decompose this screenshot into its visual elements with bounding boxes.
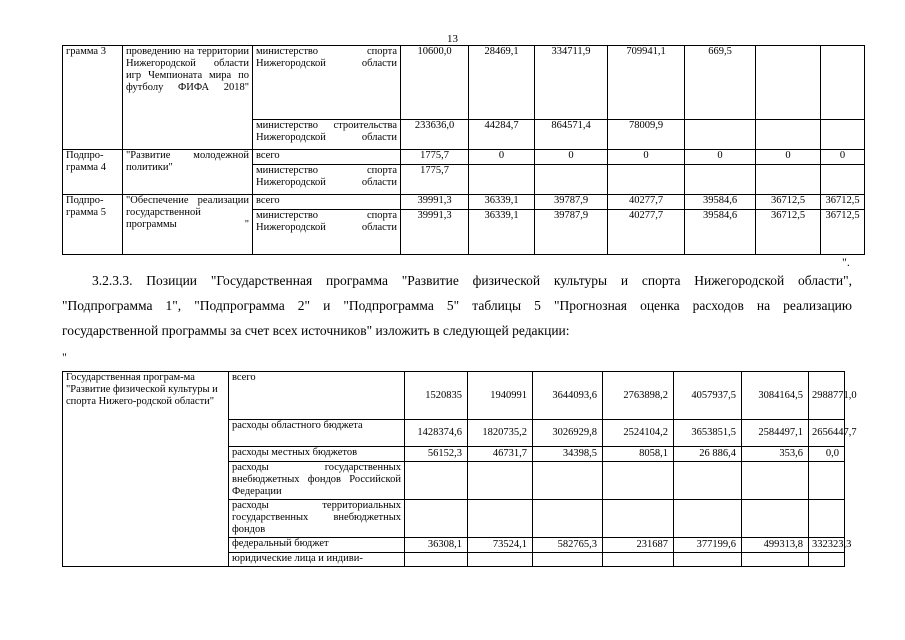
source-cell: расходы местных бюджетов	[229, 447, 405, 462]
expenses-table-continued	[62, 45, 865, 255]
value-cell: 0	[469, 150, 535, 165]
value-cell: 353,6	[742, 447, 809, 462]
value-cell	[809, 462, 845, 500]
value-cell: 39584,6	[685, 195, 756, 210]
value-cell: 39991,3	[401, 195, 469, 210]
table-row	[63, 150, 865, 165]
value-cell	[533, 553, 603, 567]
value-cell: 40277,7	[608, 210, 685, 255]
value-cell: 56152,3	[405, 447, 468, 462]
value-cell: 669,5	[685, 46, 756, 120]
table-row	[63, 46, 865, 120]
value-cell: 34398,5	[533, 447, 603, 462]
value-cell: 0,0	[809, 447, 845, 462]
source-cell: федеральный бюджет	[229, 538, 405, 553]
value-cell	[674, 462, 742, 500]
source-cell: расходы территориальных государственных внебюджетных фондов	[229, 500, 405, 538]
value-cell	[603, 462, 674, 500]
source-cell: министерство спорта Нижегородской области	[253, 165, 401, 195]
value-cell: 36712,5	[821, 195, 865, 210]
value-cell	[468, 553, 533, 567]
value-cell: 39787,9	[535, 195, 608, 210]
value-cell	[405, 462, 468, 500]
value-cell: 0	[608, 150, 685, 165]
closing-quote: ".	[842, 255, 850, 269]
expenses-table-new-edition	[62, 371, 857, 567]
value-cell: 332323,3	[809, 538, 845, 553]
value-cell: 36712,5	[821, 210, 865, 255]
value-cell	[533, 500, 603, 538]
source-cell: всего	[229, 372, 405, 420]
value-cell: 2584497,1	[742, 420, 809, 447]
value-cell	[742, 462, 809, 500]
value-cell	[468, 462, 533, 500]
value-cell: 0	[535, 150, 608, 165]
table-row	[63, 195, 865, 210]
value-cell: 10600,0	[401, 46, 469, 120]
value-cell	[608, 165, 685, 195]
value-cell: 28469,1	[469, 46, 535, 120]
value-cell	[756, 165, 821, 195]
value-cell	[742, 500, 809, 538]
value-cell: 36339,1	[469, 210, 535, 255]
value-cell	[821, 165, 865, 195]
value-cell: 8058,1	[603, 447, 674, 462]
value-cell	[468, 500, 533, 538]
value-cell: 78009,9	[608, 120, 685, 150]
value-cell: 1428374,6	[405, 420, 468, 447]
value-cell	[405, 553, 468, 567]
value-cell: 2763898,2	[603, 372, 674, 420]
value-cell	[603, 553, 674, 567]
paragraph-line: "Подпрограмма 1", "Подпрограмма 2" и "Подпрограмма 5" таблицы 5 "Прогнозная оценка расходов на реализацию	[62, 298, 852, 313]
value-cell: 36712,5	[756, 210, 821, 255]
value-cell: 44284,7	[469, 120, 535, 150]
value-cell: 233636,0	[401, 120, 469, 150]
value-cell: 1520835	[405, 372, 468, 420]
value-cell: 39787,9	[535, 210, 608, 255]
value-cell: 1940991	[468, 372, 533, 420]
program-cell: Подпро-грамма 4	[63, 150, 123, 195]
value-cell: 3084164,5	[742, 372, 809, 420]
opening-quote: "	[62, 350, 67, 364]
value-cell	[533, 462, 603, 500]
value-cell: 582765,3	[533, 538, 603, 553]
value-cell: 3644093,6	[533, 372, 603, 420]
value-cell	[535, 165, 608, 195]
event-cell: проведению на территории Нижегородской области игр Чемпионата мира по футболу ФИФА 2018"	[123, 46, 253, 150]
value-cell	[405, 500, 468, 538]
value-cell	[756, 46, 821, 120]
value-cell	[674, 553, 742, 567]
value-cell: 709941,1	[608, 46, 685, 120]
value-cell: 26 886,4	[674, 447, 742, 462]
value-cell	[685, 120, 756, 150]
value-cell: 39991,3	[401, 210, 469, 255]
source-cell: всего	[253, 150, 401, 165]
value-cell: 334711,9	[535, 46, 608, 120]
value-cell: 2524104,2	[603, 420, 674, 447]
value-cell: 4057937,5	[674, 372, 742, 420]
value-cell: 499313,8	[742, 538, 809, 553]
value-cell: 3026929,8	[533, 420, 603, 447]
source-cell: юридические лица и индиви-	[229, 553, 405, 567]
value-cell: 1820735,2	[468, 420, 533, 447]
value-cell: 46731,7	[468, 447, 533, 462]
value-cell	[674, 500, 742, 538]
event-cell: "Развитие молодежной политики"	[123, 150, 253, 195]
value-cell: 231687	[603, 538, 674, 553]
value-cell	[809, 553, 845, 567]
value-cell: 2656447,7	[809, 420, 845, 447]
value-cell: 36339,1	[469, 195, 535, 210]
value-cell	[469, 165, 535, 195]
page-number: 13	[447, 33, 458, 45]
value-cell	[603, 500, 674, 538]
value-cell: 39584,6	[685, 210, 756, 255]
value-cell: 864571,4	[535, 120, 608, 150]
value-cell: 0	[821, 150, 865, 165]
value-cell	[685, 165, 756, 195]
source-cell: расходы областного бюджета	[229, 420, 405, 447]
value-cell	[821, 120, 865, 150]
value-cell: 36712,5	[756, 195, 821, 210]
value-cell: 2988771,0	[809, 372, 845, 420]
program-cell: грамма 3	[63, 46, 123, 150]
source-cell: министерство спорта Нижегородской области	[253, 46, 401, 120]
program-title-cell: Государственная програм-ма "Развитие физической культуры и спорта Нижего-родской области"	[63, 372, 229, 567]
event-cell: "Обеспечение реализации государственной программы "	[123, 195, 253, 255]
program-cell: Подпро-грамма 5	[63, 195, 123, 255]
paragraph-line: государственной программы за счет всех источников" изложить в следующей редакции:	[62, 323, 570, 338]
value-cell: 73524,1	[468, 538, 533, 553]
value-cell: 0	[685, 150, 756, 165]
source-cell: расходы государственных внебюджетных фондов Российской Федерации	[229, 462, 405, 500]
value-cell: 0	[756, 150, 821, 165]
source-cell: министерство спорта Нижегородской области	[253, 210, 401, 255]
value-cell: 1775,7	[401, 150, 469, 165]
value-cell: 40277,7	[608, 195, 685, 210]
source-cell: министерство строительства Нижегородской области	[253, 120, 401, 150]
source-cell: всего	[253, 195, 401, 210]
value-cell	[756, 120, 821, 150]
value-cell	[821, 46, 865, 120]
value-cell: 1775,7	[401, 165, 469, 195]
paragraph-line: 3.2.3.3. Позиции "Государственная программа "Развитие физической культуры и спорта Нижегородской области",	[92, 273, 852, 288]
value-cell	[742, 553, 809, 567]
value-cell	[809, 500, 845, 538]
value-cell: 377199,6	[674, 538, 742, 553]
value-cell: 36308,1	[405, 538, 468, 553]
amendment-paragraph	[62, 268, 852, 343]
table-row	[63, 372, 845, 420]
value-cell: 3653851,5	[674, 420, 742, 447]
